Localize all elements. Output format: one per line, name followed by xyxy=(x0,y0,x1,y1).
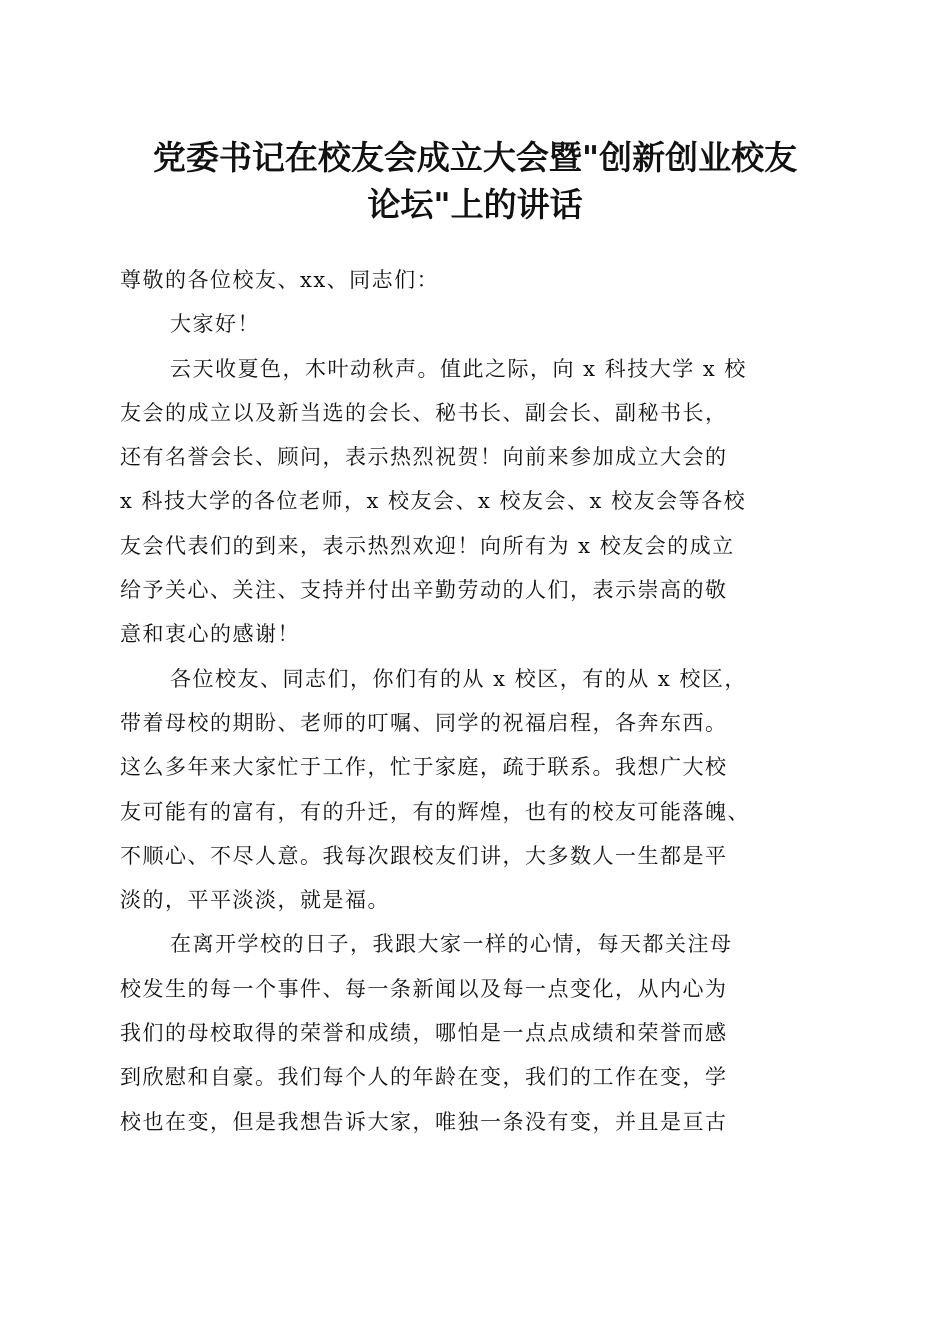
text-line: 到欣慰和自豪。我们每个人的年龄在变，我们的工作在变，学 xyxy=(120,1065,728,1090)
paragraph xyxy=(120,922,840,1143)
paragraph xyxy=(120,347,840,657)
text-line: 还有名誉会长、顾问，表示热烈祝贺！向前来参加成立大会的 xyxy=(120,445,728,470)
text-line: 友会代表们的到来，表示热烈欢迎！向所有为 x 校友会的成立 xyxy=(120,533,735,558)
title-line: 论坛"上的讲话 xyxy=(367,185,583,224)
document-title xyxy=(100,134,850,228)
text-line: 友会的成立以及新当选的会长、秘书长、副会长、副秘书长， xyxy=(120,400,728,425)
text-line: 各位校友、同志们，你们有的从 x 校区，有的从 x 校区， xyxy=(170,666,747,691)
text-line: 云天收夏色，木叶动秋声。值此之际，向 x 科技大学 x 校 xyxy=(170,356,747,381)
text-line: 在离开学校的日子，我跟大家一样的心情，每天都关注母 xyxy=(170,932,733,957)
document-body xyxy=(120,258,840,1144)
text-line: 校发生的每一个事件、每一条新闻以及每一点变化，从内心为 xyxy=(120,976,728,1001)
text-line: 友可能有的富有，有的升迁，有的辉煌，也有的校友可能落魄、 xyxy=(120,799,750,824)
text-line: 意和衷心的感谢！ xyxy=(120,622,300,647)
salutation: 尊敬的各位校友、xx、同志们： xyxy=(120,268,440,292)
paragraph xyxy=(120,657,840,923)
text-line: x 科技大学的各位老师，x 校友会、x 校友会、x 校友会等各校 xyxy=(120,489,747,514)
text-line: 不顺心、不尽人意。我每次跟校友们讲，大多数人一生都是平 xyxy=(120,843,728,868)
text-line: 淡的，平平淡淡，就是福。 xyxy=(120,888,390,913)
greeting: 大家好！ xyxy=(170,312,260,337)
title-line: 党委书记在校友会成立大会暨"创新创业校友 xyxy=(152,138,798,177)
text-line: 校也在变，但是我想告诉大家，唯独一条没有变，并且是亘古 xyxy=(120,1109,728,1134)
text-line: 这么多年来大家忙于工作，忙于家庭，疏于联系。我想广大校 xyxy=(120,755,728,780)
text-line: 带着母校的期盼、老师的叮嘱、同学的祝福启程，各奔东西。 xyxy=(120,710,728,735)
text-line: 给予关心、关注、支持并付出辛勤劳动的人们，表示崇高的敬 xyxy=(120,578,728,603)
text-line: 我们的母校取得的荣誉和成绩，哪怕是一点点成绩和荣誉而感 xyxy=(120,1021,728,1046)
